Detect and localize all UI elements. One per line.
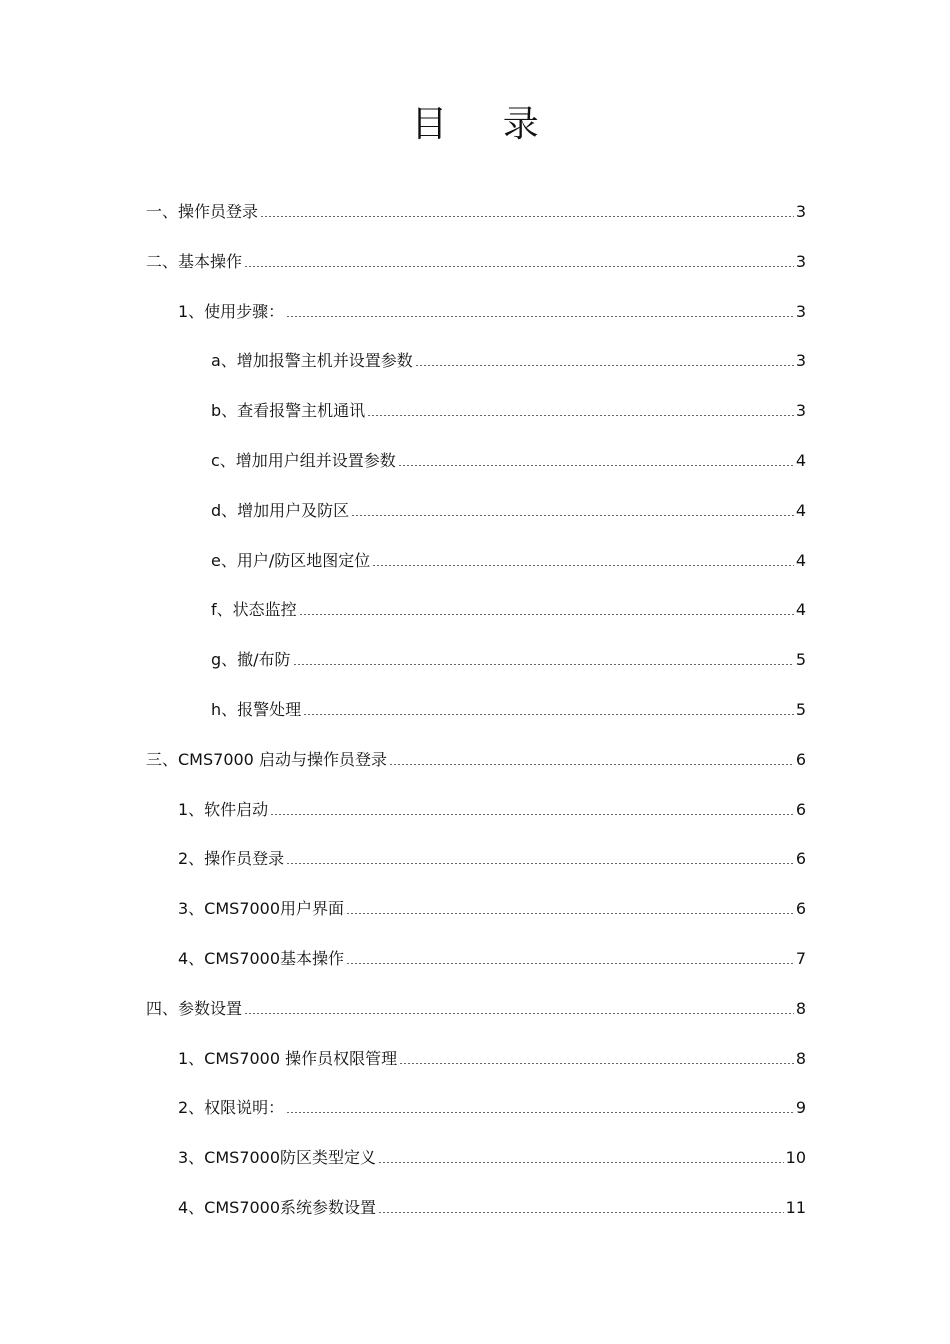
dot-leader bbox=[378, 1149, 784, 1163]
dot-leader bbox=[293, 651, 794, 665]
toc-entry[interactable] bbox=[178, 1146, 806, 1170]
dot-leader bbox=[398, 452, 794, 466]
toc-entry-page-number: 11 bbox=[785, 1198, 806, 1217]
dot-leader bbox=[299, 601, 794, 615]
dot-leader bbox=[244, 1000, 794, 1014]
toc-entry-page-number: 4 bbox=[795, 550, 806, 570]
toc-entry-title: e、用户/防区地图定位 bbox=[211, 550, 371, 570]
toc-entry[interactable] bbox=[211, 549, 806, 573]
toc-entry-page-number: 3 bbox=[795, 301, 806, 321]
toc-entry-title: c、增加用户组并设置参数 bbox=[211, 451, 396, 470]
toc-entry-title: 四、参数设置 bbox=[146, 998, 243, 1018]
toc-entry[interactable] bbox=[211, 399, 806, 423]
toc-entry-page-number: 9 bbox=[795, 1098, 806, 1118]
toc-entry[interactable] bbox=[146, 200, 806, 224]
toc-entry[interactable] bbox=[146, 748, 806, 772]
toc-entry[interactable] bbox=[178, 300, 806, 324]
toc-entry-title: 4、CMS7000基本操作 bbox=[178, 949, 345, 968]
toc-entry[interactable] bbox=[178, 1047, 806, 1071]
dot-leader bbox=[286, 1099, 794, 1113]
toc-entry-title: 1、软件启动 bbox=[178, 799, 269, 819]
dot-leader bbox=[244, 253, 794, 267]
toc-entry-page-number: 4 bbox=[795, 500, 806, 520]
toc-entry[interactable] bbox=[211, 449, 806, 473]
toc-entry[interactable] bbox=[178, 1096, 806, 1120]
toc-entry[interactable] bbox=[178, 847, 806, 871]
toc-entry-title: g、撤/布防 bbox=[211, 650, 291, 670]
toc-entry[interactable] bbox=[211, 648, 806, 672]
toc-entry-page-number: 7 bbox=[795, 949, 806, 968]
toc-entry-page-number: 5 bbox=[795, 650, 806, 670]
toc-entry-title: 4、CMS7000系统参数设置 bbox=[178, 1198, 377, 1217]
toc-entry[interactable] bbox=[211, 349, 806, 373]
toc-entry[interactable] bbox=[178, 798, 806, 822]
toc-entry-title: 3、CMS7000防区类型定义 bbox=[178, 1148, 377, 1168]
toc-entry-page-number: 3 bbox=[795, 251, 806, 271]
dot-leader bbox=[399, 1050, 794, 1064]
dot-leader bbox=[378, 1199, 784, 1213]
toc-entry[interactable] bbox=[178, 1196, 806, 1220]
toc-entry-title: h、报警处理 bbox=[211, 700, 302, 719]
toc-entry-title: f、状态监控 bbox=[211, 600, 297, 620]
toc-entry-page-number: 6 bbox=[795, 749, 806, 769]
toc-entry[interactable] bbox=[146, 250, 806, 274]
dot-leader bbox=[351, 502, 794, 516]
dot-leader bbox=[286, 850, 794, 864]
toc-entry[interactable] bbox=[178, 947, 806, 971]
toc-entry-page-number: 6 bbox=[795, 799, 806, 819]
toc-entry-page-number: 3 bbox=[795, 401, 806, 421]
dot-leader bbox=[415, 352, 794, 366]
toc-entry-page-number: 4 bbox=[795, 451, 806, 470]
toc-entry[interactable] bbox=[146, 997, 806, 1021]
dot-leader bbox=[303, 701, 794, 715]
toc-entry-page-number: 3 bbox=[795, 202, 806, 221]
toc-entry-page-number: 6 bbox=[795, 849, 806, 869]
toc-entry-title: 一、操作员登录 bbox=[146, 202, 259, 221]
toc-entry-page-number: 8 bbox=[795, 998, 806, 1018]
toc-entry[interactable] bbox=[211, 499, 806, 523]
toc-entry-title: 3、CMS7000用户界面 bbox=[178, 899, 345, 919]
dot-leader bbox=[270, 801, 794, 815]
toc-entry-title: 1、使用步骤： bbox=[178, 301, 285, 321]
toc-entry-title: d、增加用户及防区 bbox=[211, 500, 350, 520]
toc-entry[interactable] bbox=[211, 698, 806, 722]
dot-leader bbox=[372, 552, 794, 566]
toc-entry-title: a、增加报警主机并设置参数 bbox=[211, 351, 413, 371]
toc-entry-title: 三、CMS7000 启动与操作员登录 bbox=[146, 749, 387, 769]
page-title: 目 录 bbox=[411, 104, 561, 145]
toc-entry-page-number: 10 bbox=[785, 1148, 806, 1168]
toc-entry-title: b、查看报警主机通讯 bbox=[211, 401, 366, 421]
dot-leader bbox=[389, 751, 794, 765]
toc-entry-title: 1、CMS7000 操作员权限管理 bbox=[178, 1048, 398, 1068]
dot-leader bbox=[346, 950, 794, 964]
toc-entry-page-number: 5 bbox=[795, 700, 806, 719]
toc-entry[interactable] bbox=[211, 598, 806, 622]
toc-entry-title: 二、基本操作 bbox=[146, 251, 243, 271]
dot-leader bbox=[367, 402, 794, 416]
dot-leader bbox=[286, 303, 794, 317]
toc-entry[interactable] bbox=[178, 897, 806, 921]
toc-entry-page-number: 4 bbox=[795, 600, 806, 620]
dot-leader bbox=[346, 900, 794, 914]
toc-entry-page-number: 8 bbox=[795, 1048, 806, 1068]
toc-entry-title: 2、操作员登录 bbox=[178, 849, 285, 869]
toc-entry-page-number: 3 bbox=[795, 351, 806, 371]
dot-leader bbox=[260, 203, 794, 217]
toc-entry-page-number: 6 bbox=[795, 899, 806, 919]
toc-entry-title: 2、权限说明： bbox=[178, 1098, 285, 1118]
